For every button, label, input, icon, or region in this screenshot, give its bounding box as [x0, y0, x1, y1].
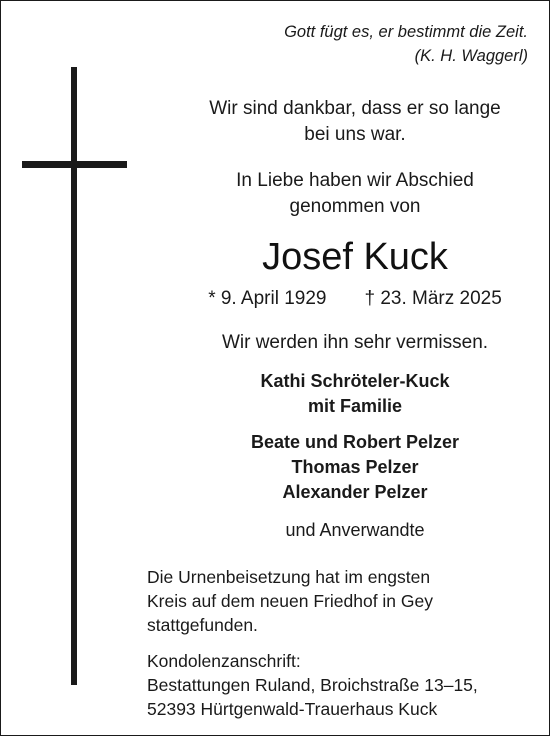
quote-text: Gott fügt es, er bestimmt die Zeit. — [284, 23, 528, 41]
mourner-group-1 — [185, 369, 525, 419]
farewell-line-1: In Liebe haben wir Abschied — [236, 170, 474, 191]
cross-icon — [71, 67, 77, 685]
burial-line-3: stattgefunden. — [147, 615, 258, 635]
burial-line-1: Die Urnenbeisetzung hat im engsten — [147, 567, 431, 587]
mourner-name: Beate und Robert Pelzer — [250, 432, 460, 452]
mourner-group-2 — [185, 430, 525, 505]
burial-line-2: Kreis auf dem neuen Friedhof in Gey — [147, 591, 433, 611]
missed-line: Wir werden ihn sehr vermissen. — [221, 332, 489, 353]
life-dates — [185, 286, 525, 312]
farewell-block — [185, 168, 525, 220]
birth-date: * 9. April 1929 — [208, 288, 327, 309]
relatives-line: und Anverwandte — [285, 520, 425, 540]
condolence-line-1: Bestattungen Ruland, Broichstraße 13–15, — [147, 675, 478, 695]
deceased-name: Josef Kuck — [262, 236, 448, 278]
quote-block — [284, 20, 528, 68]
mourner-name: Thomas Pelzer — [291, 457, 419, 477]
thanks-block — [185, 96, 525, 148]
cross-icon-beam — [22, 161, 127, 168]
farewell-line-2: genommen von — [289, 196, 421, 217]
burial-notice — [147, 565, 433, 637]
thanks-line-1: Wir sind dankbar, dass er so lange — [209, 98, 501, 119]
thanks-line-2: bei uns war. — [304, 124, 406, 145]
condolence-line-2: 52393 Hürtgenwald-Trauerhaus Kuck — [147, 699, 438, 719]
mourner-name: Alexander Pelzer — [282, 482, 428, 502]
condolence-address — [147, 649, 478, 721]
condolence-label: Kondolenzanschrift: — [147, 651, 301, 671]
death-date: † 23. März 2025 — [364, 288, 502, 309]
mourner-name: mit Familie — [307, 396, 403, 416]
quote-author: (K. H. Waggerl) — [414, 47, 528, 65]
mourner-name: Kathi Schröteler-Kuck — [260, 371, 450, 391]
